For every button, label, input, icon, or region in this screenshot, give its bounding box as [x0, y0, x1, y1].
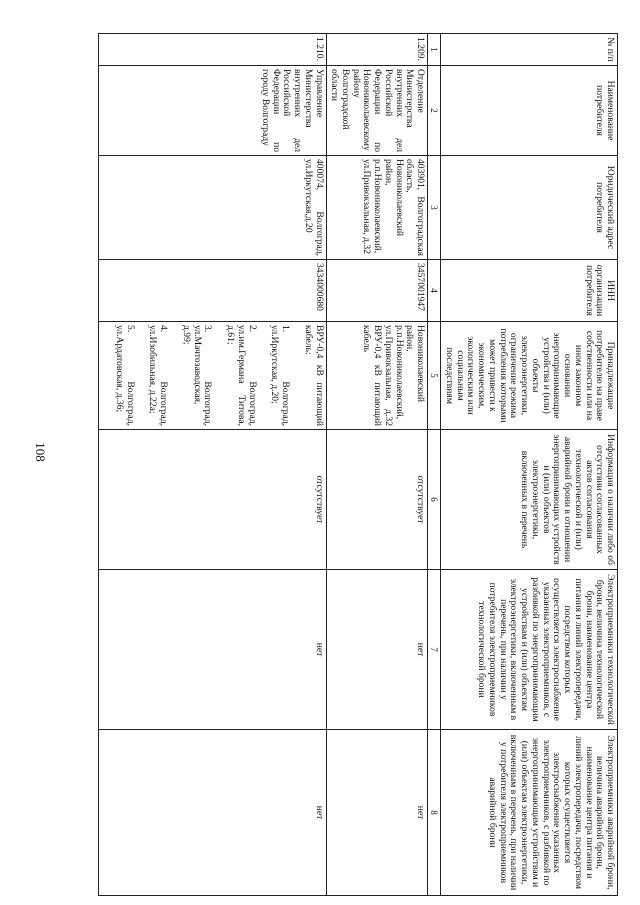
device-address: 1. Волгоград, ул.Иркутская, д.20;	[269, 325, 292, 426]
header-col-7: Электроприемники технологической брони, величина технологической брони, наименование центра питания и линий электропередачи, посредством которых осуществляется электроснабжение указанных электроприемников, с разбивкой по энергопринимающим устройствам и (или) объектам электроэнергетики, включенным в перечень, при наличии у потребителя электроприемников технологической брони	[441, 570, 618, 730]
column-number: 3	[428, 156, 441, 260]
inn-value: 3434000680	[99, 260, 326, 322]
row-number: 1.209.	[326, 34, 428, 66]
device-address: 4. Волгоград, ул.Изобильная, д.22а;	[147, 325, 170, 426]
emergency-reserve: нет	[326, 730, 428, 896]
consumer-name: Управление Министерства внутренних дел Российской Федерации по городу Волгограду	[99, 66, 326, 156]
column-number: 6	[428, 430, 441, 570]
acts-info: отсутствует	[326, 430, 428, 570]
devices-list-cell	[99, 322, 326, 430]
header-col-2: Наименование потребителя	[441, 66, 618, 156]
column-number: 8	[428, 730, 441, 896]
column-number: 2	[428, 66, 441, 156]
header-col-4: ИНН организации потребителя	[441, 260, 618, 322]
device-address: 2. Волгоград, ул.им.Германа Титова, д.61;	[225, 325, 258, 426]
column-number: 1	[428, 34, 441, 66]
header-col-1: № п/п	[441, 34, 618, 66]
header-row	[441, 34, 618, 896]
page-number: 108	[33, 442, 48, 462]
header-col-5: Принадлежащие потребителю на праве собственности или на ином законном основании энергопринимающие устройства и (или) объекты электроэнергетики, ограничение режима потребления которыми может привести к экономическим, экологическим или социальным последствиям	[441, 322, 618, 430]
column-number: 7	[428, 570, 441, 730]
inn-value: 3457001947	[326, 260, 428, 322]
legal-address: 403901, Волгоградская область, Новониколаевский район, р.п.Новониколаевский, ул.Привокзальная, д.32	[326, 156, 428, 260]
row-number: 1.210.	[99, 34, 326, 66]
column-number: 4	[428, 260, 441, 322]
legal-address: 400074, Волгоград, ул.Иркутская,д.20	[99, 156, 326, 260]
consumer-name: Отделение Министерства внутренних дел Российской Федерации по Новониколаевскому району Волгоградской области	[326, 66, 428, 156]
header-col-3: Юридический адрес потребителя	[441, 156, 618, 260]
tech-reserve: нет	[99, 570, 326, 730]
emergency-reserve: нет	[99, 730, 326, 896]
table-row	[99, 34, 326, 896]
document-table-rotated	[58, 33, 618, 895]
device-address: 3. Волгоград, ул.Мачтозаводская, д.99;	[180, 325, 214, 426]
table-row	[326, 34, 428, 896]
tech-reserve: нет	[326, 570, 428, 730]
header-col-6: Информация о наличии либо об отсутствии согласованных актов согласования технологической и (или) аварийной брони в отношении энергопринимающих устройств и (или) объектов электроэнергетики, включенных в перечень	[441, 430, 618, 570]
acts-info: отсутствует	[99, 430, 326, 570]
consumers-table	[98, 33, 618, 896]
device-address: 5. Волгоград, ул.Ардатовская, д.36;	[114, 325, 136, 426]
column-number-row	[428, 34, 441, 896]
column-number: 5	[428, 322, 441, 430]
devices-intro: ВРУ-0,4 кВ питающий кабель:	[302, 325, 325, 426]
header-col-8: Электроприемники аварийной брони, величина аварийной брони, наименование центра питания и линий электропередачи, посредством которых осуществляется электроснабжение указанных электроприемников, с разбивкой по энергопринимающим устройствам и (или) объектам электроэнергетики, включенным в перечень, при наличии у потребителя электроприемников аварийной брони	[441, 730, 618, 896]
devices-description: Новониколаевский район, р.п.Новониколаевский, ул.Привокзальная, д.32 ВРУ-0,4 кВ питающий кабель	[326, 322, 428, 430]
